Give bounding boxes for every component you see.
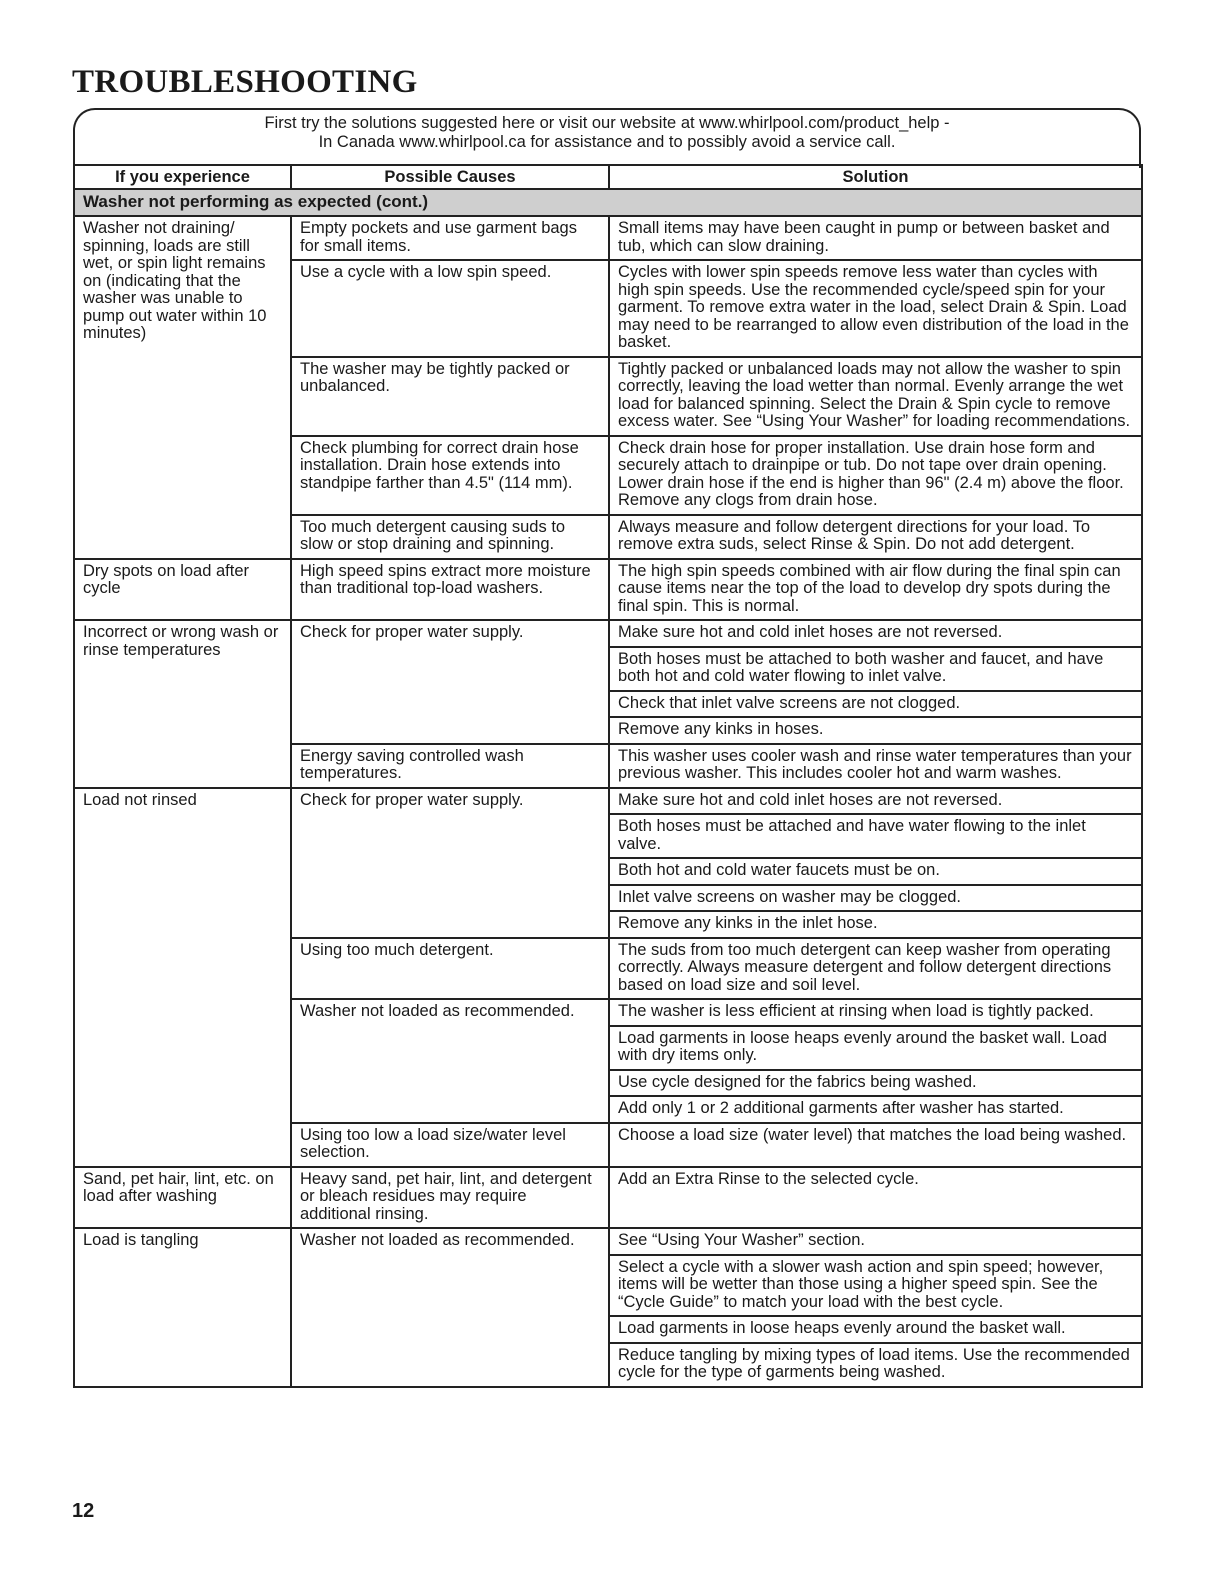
solution-item: Make sure hot and cold inlet hoses are not reversed.	[618, 790, 1003, 809]
table-row	[74, 216, 1142, 260]
solution-cell	[609, 1228, 1142, 1387]
header-causes: Possible Causes	[291, 165, 609, 189]
solution-item: Choose a load size (water level) that matches the load being washed.	[618, 1125, 1127, 1144]
solution-cell	[609, 515, 1142, 559]
solution-item: Check drain hose for proper installation. Use drain hose form and securely attach to drainpipe or tub. Do not tape over drain opening. Lower drain hose if the end is higher than 96" (2.4 m) above the floor. Remove any clogs from drain hose.	[618, 438, 1124, 509]
cause-cell: Using too low a load size/water level selection.	[291, 1123, 609, 1167]
cause-cell: Washer not loaded as recommended.	[291, 999, 609, 1123]
table-row	[74, 620, 1142, 744]
header-experience: If you experience	[74, 165, 291, 189]
solution-item: Both hoses must be attached to both washer and faucet, and have both hot and cold water flowing to inlet valve.	[610, 646, 1141, 690]
section-title: Washer not performing as expected (cont.)	[74, 189, 1142, 216]
cause-cell: Check for proper water supply.	[291, 788, 609, 938]
solution-item: Both hot and cold water faucets must be on.	[610, 857, 1141, 884]
solution-cell	[609, 938, 1142, 1000]
table-row	[74, 1167, 1142, 1229]
intro-text	[73, 114, 1141, 152]
solution-cell	[609, 1123, 1142, 1167]
symptom-cell: Incorrect or wrong wash or rinse temperatures	[74, 620, 291, 788]
solution-item: The washer is less efficient at rinsing when load is tightly packed.	[618, 1002, 1094, 1020]
cause-cell: Check plumbing for correct drain hose installation. Drain hose extends into standpipe farther than 4.5" (114 mm).	[291, 436, 609, 515]
symptom-cell: Dry spots on load after cycle	[74, 559, 291, 621]
intro-line-2: In Canada www.whirlpool.ca for assistance and to possibly avoid a service call.	[318, 133, 896, 151]
solution-item: Add only 1 or 2 additional garments after washer has started.	[610, 1095, 1141, 1122]
solution-item: Remove any kinks in hoses.	[610, 716, 1141, 743]
solution-item: Make sure hot and cold inlet hoses are not reversed.	[618, 623, 1003, 641]
page-title: TROUBLESHOOTING	[72, 64, 418, 100]
cause-cell: Energy saving controlled wash temperatures.	[291, 744, 609, 788]
cause-cell: Too much detergent causing suds to slow or stop draining and spinning.	[291, 515, 609, 559]
solution-item: Reduce tangling by mixing types of load items. Use the recommended cycle for the type of garments being washed.	[610, 1342, 1141, 1386]
table-row	[74, 788, 1142, 938]
solution-cell	[609, 788, 1142, 938]
table-header-row	[74, 165, 1142, 189]
solution-cell	[609, 260, 1142, 357]
symptom-cell: Load is tangling	[74, 1228, 291, 1387]
cause-cell: Heavy sand, pet hair, lint, and detergent or bleach residues may require additional rinsing.	[291, 1167, 609, 1229]
cause-cell: Empty pockets and use garment bags for small items.	[291, 216, 609, 260]
cause-cell: High speed spins extract more moisture than traditional top-load washers.	[291, 559, 609, 621]
cause-cell: Washer not loaded as recommended.	[291, 1228, 609, 1387]
solution-cell	[609, 436, 1142, 515]
solution-item: Inlet valve screens on washer may be clogged.	[610, 884, 1141, 911]
cause-cell: Use a cycle with a low spin speed.	[291, 260, 609, 357]
solution-cell	[609, 559, 1142, 621]
cause-cell: The washer may be tightly packed or unbalanced.	[291, 357, 609, 436]
symptom-cell: Washer not draining/ spinning, loads are still wet, or spin light remains on (indicating that the washer was unable to pump out water within 10 minutes)	[74, 216, 291, 559]
solution-item: Both hoses must be attached and have water flowing to the inlet valve.	[610, 813, 1141, 857]
page-number: 12	[72, 1500, 95, 1522]
solution-cell	[609, 1167, 1142, 1229]
solution-item: Tightly packed or unbalanced loads may not allow the washer to spin correctly, leaving the load wetter than normal. Evenly arrange the wet load for balanced spinning. Select the Drain & Spin cycle to remove excess water. See “Using Your Washer” for loading recommendations.	[618, 359, 1131, 430]
solution-item: Select a cycle with a slower wash action and spin speed; however, items will be wetter than those using a higher speed spin. See the “Cycle Guide” to match your load with the best cycle.	[610, 1254, 1141, 1316]
solution-item: The suds from too much detergent can keep washer from operating correctly. Always measure detergent and follow detergent directions based on load size and soil level.	[618, 940, 1112, 994]
solution-item: The high spin speeds combined with air flow during the final spin can cause items near the top of the load to develop dry spots during the final spin. This is normal.	[618, 561, 1121, 615]
symptom-cell: Load not rinsed	[74, 788, 291, 1167]
header-solution: Solution	[609, 165, 1142, 189]
solution-item: Cycles with lower spin speeds remove less water than cycles with high spin speeds. Use the recommended cycle/speed spin for your garment. To remove extra water in the load, select Drain & Spin. Load may need to be rearranged to allow even distribution of the load in the basket.	[618, 263, 1129, 351]
solution-item: Check that inlet valve screens are not clogged.	[610, 690, 1141, 717]
solution-item: Small items may have been caught in pump or between basket and tub, which can slow draining.	[618, 219, 1110, 255]
solution-item: Add an Extra Rinse to the selected cycle.	[618, 1169, 919, 1188]
solution-item: Load garments in loose heaps evenly around the basket wall. Load with dry items only.	[610, 1025, 1141, 1069]
solution-item: See “Using Your Washer” section.	[618, 1231, 866, 1249]
symptom-cell: Sand, pet hair, lint, etc. on load after washing	[74, 1167, 291, 1229]
cause-cell: Using too much detergent.	[291, 938, 609, 1000]
solution-item: Use cycle designed for the fabrics being washed.	[610, 1069, 1141, 1096]
troubleshooting-table	[73, 164, 1143, 1388]
solution-cell	[609, 216, 1142, 260]
solution-cell	[609, 999, 1142, 1123]
table-body	[74, 189, 1142, 1387]
solution-item: Always measure and follow detergent directions for your load. To remove extra suds, select Rinse & Spin. Do not add detergent.	[618, 517, 1091, 553]
table-row	[74, 1228, 1142, 1387]
cause-cell: Check for proper water supply.	[291, 620, 609, 744]
solution-item: This washer uses cooler wash and rinse water temperatures than your previous washer. This includes cooler hot and warm washes.	[618, 746, 1132, 782]
intro-line-1: First try the solutions suggested here or visit our website at www.whirlpool.com/product_help -	[264, 114, 950, 132]
solution-item: Load garments in loose heaps evenly around the basket wall.	[610, 1315, 1141, 1342]
section-row	[74, 189, 1142, 216]
solution-cell	[609, 620, 1142, 744]
solution-item: Remove any kinks in the inlet hose.	[610, 910, 1141, 937]
table-row	[74, 559, 1142, 621]
solution-cell	[609, 357, 1142, 436]
solution-cell	[609, 744, 1142, 788]
